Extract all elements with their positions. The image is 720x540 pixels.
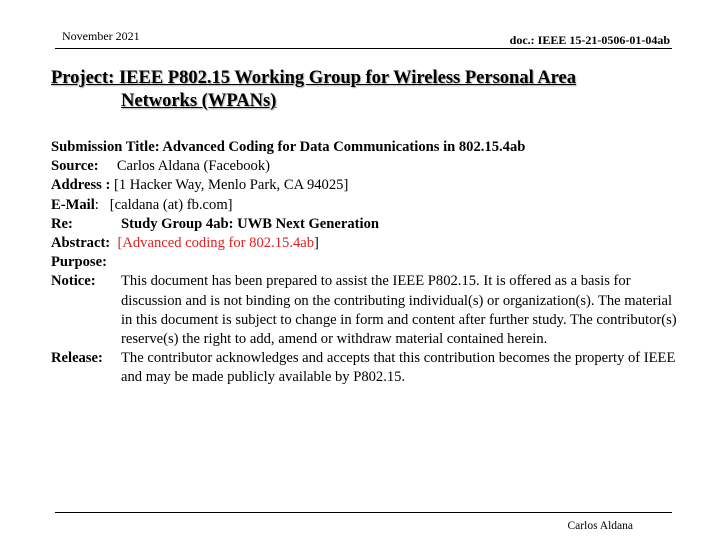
re-label: Re: [51,215,73,232]
abstract-value: Advanced coding for 802.15.4ab [122,235,315,252]
source-row [51,157,681,176]
header-divider [55,48,672,49]
email-row: E-Mail: [caldana (at) fb.com] [51,196,233,213]
submission-title: Submission Title: Advanced Coding for Data Communications in 802.15.4ab [51,139,526,155]
re-row [51,215,681,234]
project-title-line1: Project: IEEE P802.15 Working Group for Wireless Personal Area [51,68,577,88]
source-value: Carlos Aldana (Facebook) [116,158,271,175]
abstract-label: Abstract: [51,235,111,252]
email-label: E-Mail [51,196,95,213]
release-row [51,349,681,387]
submission-fields [51,138,681,388]
address-value: [1 Hacker Way, Menlo Park, CA 94025] [114,177,349,194]
notice-row [51,272,681,349]
address-row [51,176,681,195]
header-date: November 2021 [62,29,140,43]
source-label: Source: [51,158,99,175]
re-value: Study Group 4ab: UWB Next Generation [121,215,379,232]
address-label: Address : [51,177,111,194]
footer-divider [55,512,672,513]
project-title-line2: Networks (WPANs) [121,91,277,111]
notice-value: This document has been prepared to assist the IEEE P802.15. It is offered as a basis for discussion and is not binding on the contributing individual(s) or organization(s). The material in this document is subject to change in form and content after further study. The contributor(s) reserve(s) the right to add, amend or withdraw material contained herein. [121,273,677,348]
footer-author: Carlos Aldana [567,520,633,532]
email-value: [caldana (at) fb.com] [109,196,233,213]
header-doc-id: doc.: IEEE 15-21-0506-01-04ab [509,33,670,47]
project-title [51,67,671,113]
notice-label: Notice: [51,273,96,290]
release-value: The contributor acknowledges and accepts that this contribution becomes the property of IEEE and may be made publicly available by P802.15. [121,350,676,386]
abstract-row: Abstract: [Advanced coding for 802.15.4ab] [51,235,319,252]
purpose-label: Purpose: [51,254,107,271]
release-label: Release: [51,350,103,367]
